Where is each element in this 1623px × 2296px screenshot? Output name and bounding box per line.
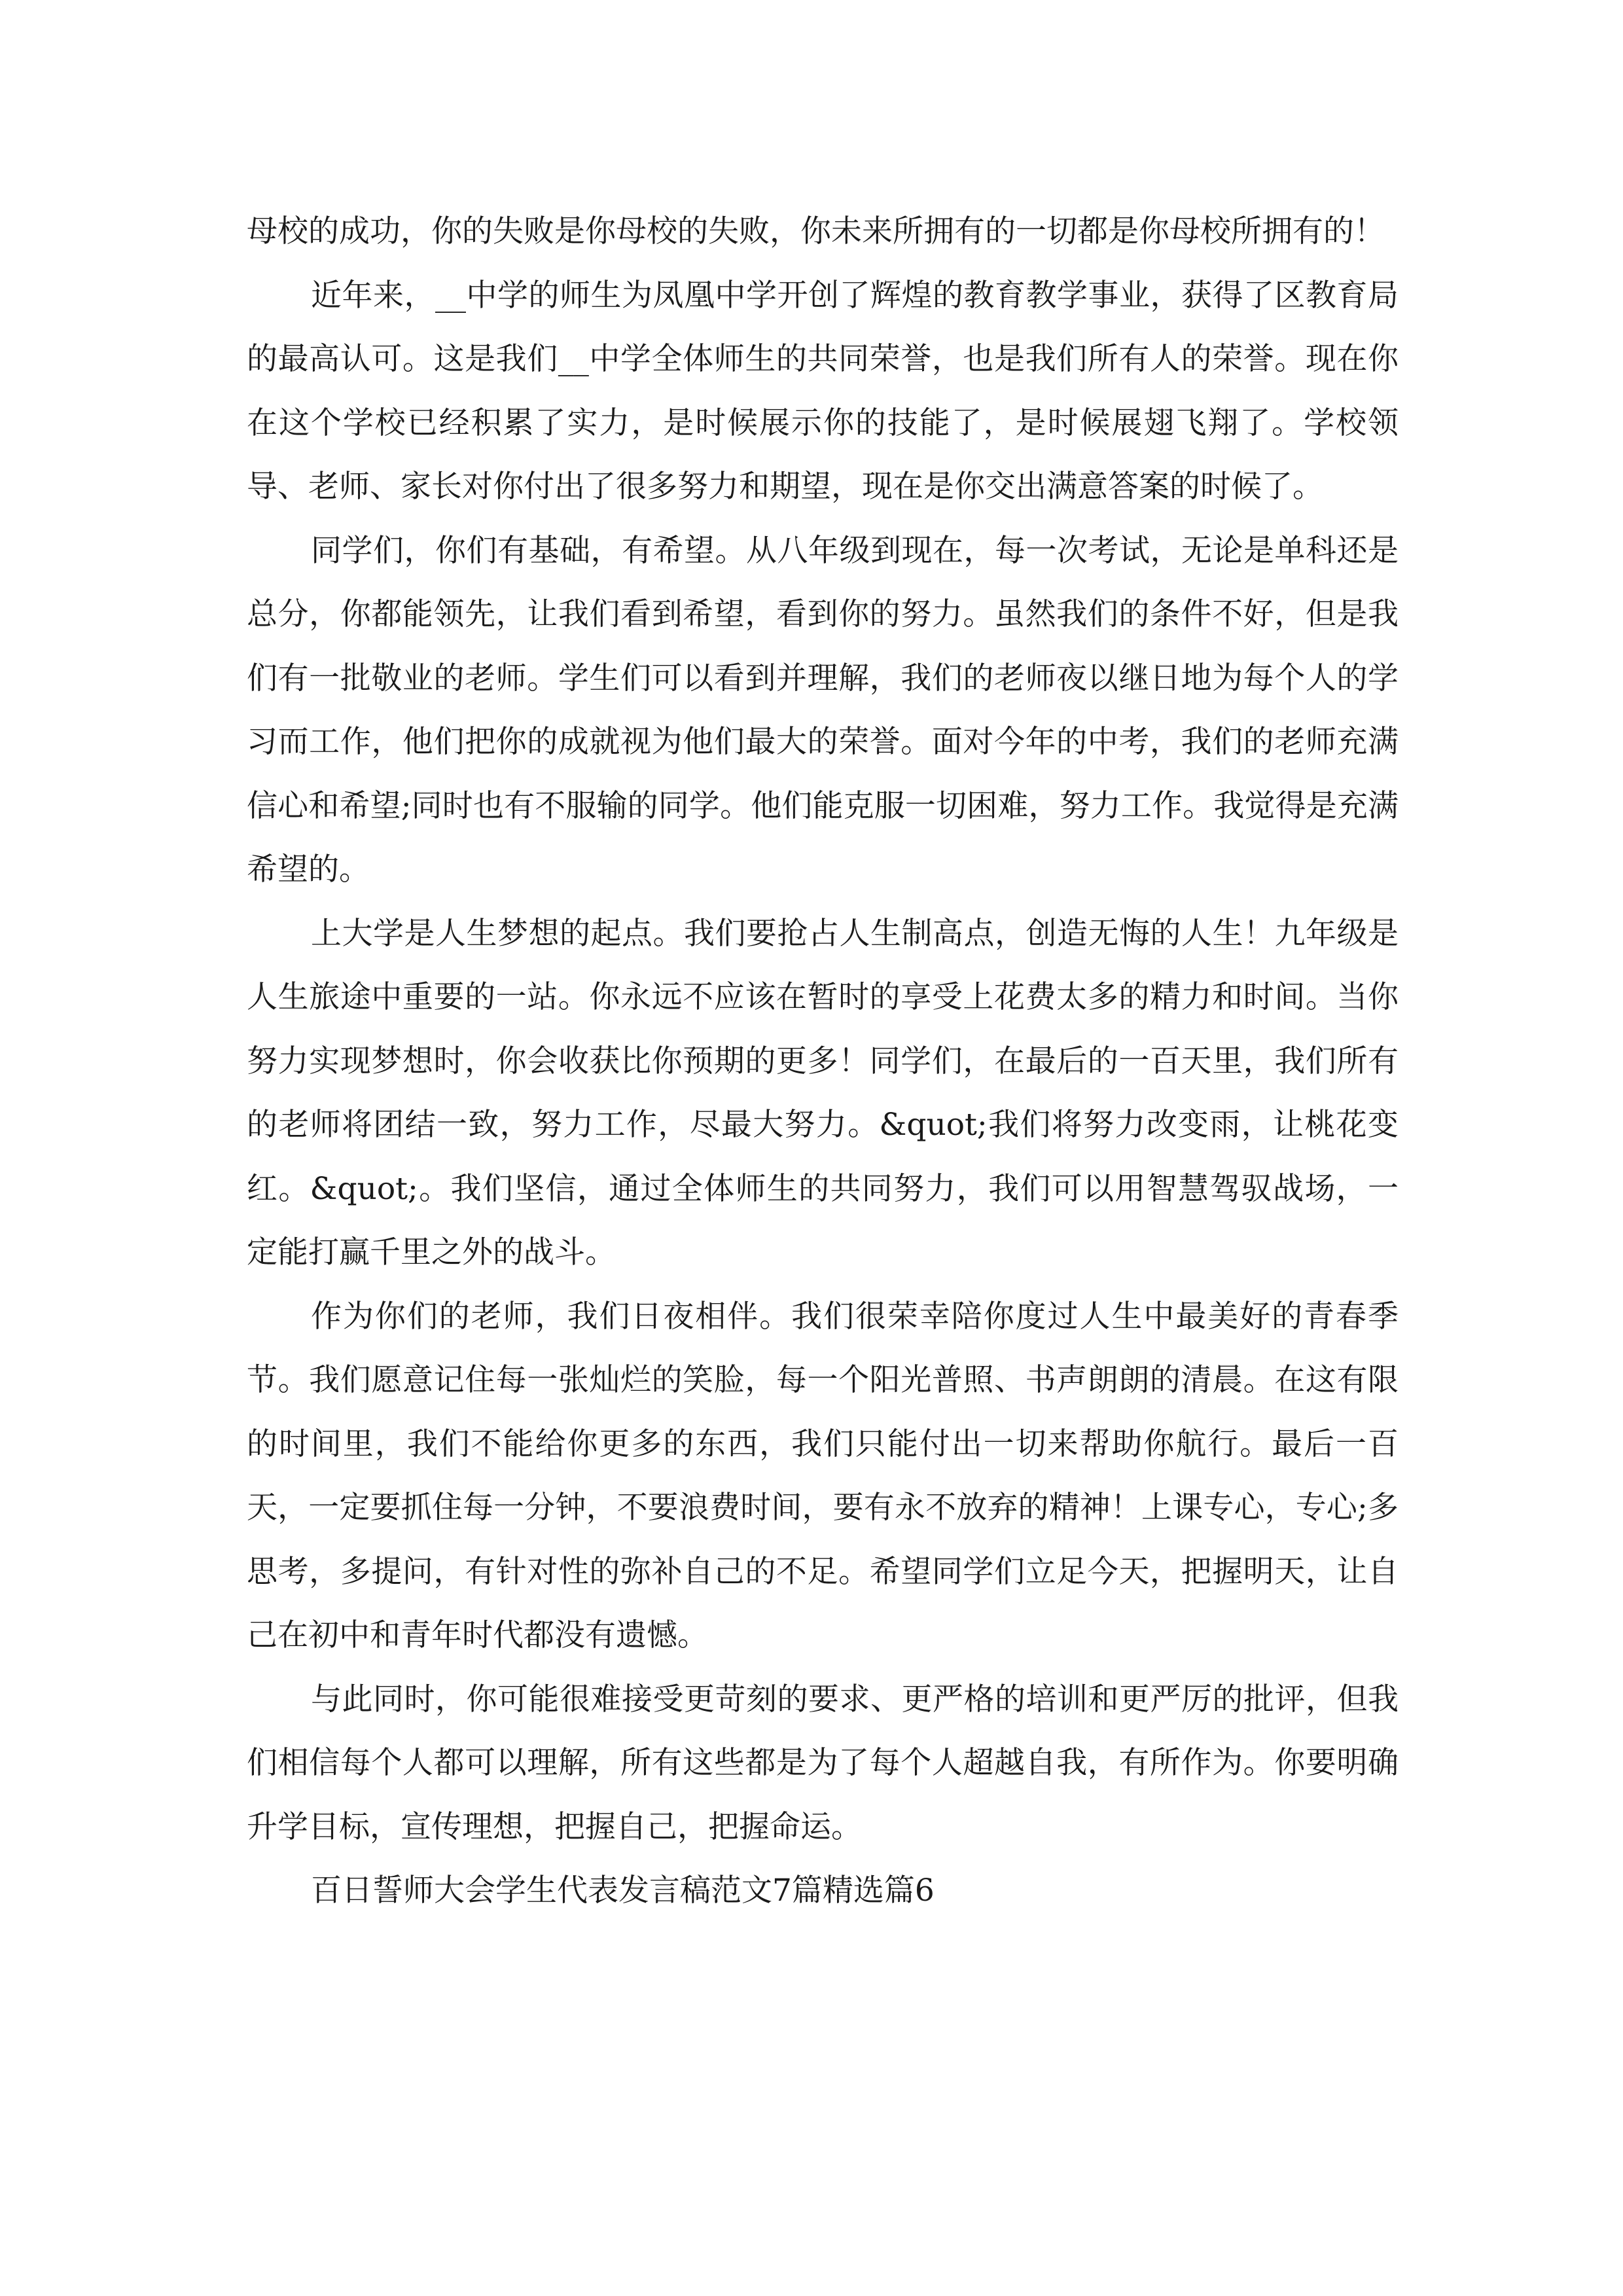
section-heading: 百日誓师大会学生代表发言稿范文7篇精选篇6 <box>311 1873 935 1909</box>
paragraph-continuation: 母校的成功，你的失败是你母校的失败，你未来所拥有的一切都是你母校所拥有的！ <box>247 213 1385 249</box>
paragraph-dream: 上大学是人生梦想的起点。我们要抢占人生制高点，创造无悔的人生！九年级是人生旅途中重要的一站。你永远不应该在暂时的享受上花费太多的精力和时间。当你努力实现梦想时，你会收获比你预期的更多！同学们，在最后的一百天里，我们所有的老师将团结一致，努力工作，尽最大努力。&quot;我们将努力改变雨，让桃花变红。&quot;。我们坚信，通过全体师生的共同努力，我们可以用智慧驾驭战场，一定能打赢千里之外的战斗。 <box>247 915 1399 1270</box>
paragraph-achievement: 近年来，__中学的师生为凤凰中学开创了辉煌的教育教学事业，获得了区教育局的最高认可。这是我们__中学全体师生的共同荣誉，也是我们所有人的荣誉。现在你在这个学校已经积累了实力，是时候展示你的技能了，是时候展翅飞翔了。学校领导、老师、家长对你付出了很多努力和期望，现在是你交出满意答案的时候了。 <box>247 277 1399 505</box>
paragraph-demands: 与此同时，你可能很难接受更苛刻的要求、更严格的培训和更严厉的批评，但我们相信每个人都可以理解，所有这些都是为了每个人超越自我，有所作为。你要明确升学目标，宣传理想，把握自己，把握命运。 <box>247 1681 1399 1845</box>
paragraph-teachers: 作为你们的老师，我们日夜相伴。我们很荣幸陪你度过人生中最美好的青春季节。我们愿意记住每一张灿烂的笑脸，每一个阳光普照、书声朗朗的清晨。在这有限的时间里，我们不能给你更多的东西，我们只能付出一切来帮助你航行。最后一百天，一定要抓住每一分钟，不要浪费时间，要有永不放弃的精神！上课专心，专心;多思考，多提问，有针对性的弥补自己的不足。希望同学们立足今天，把握明天，让自己在初中和青年时代都没有遗憾。 <box>247 1298 1399 1653</box>
document-body <box>247 200 1399 1923</box>
paragraph-students-hope: 同学们，你们有基础，有希望。从八年级到现在，每一次考试，无论是单科还是总分，你都能领先，让我们看到希望，看到你的努力。虽然我们的条件不好，但是我们有一批敬业的老师。学生们可以看到并理解，我们的老师夜以继日地为每个人的学习而工作，他们把你的成就视为他们最大的荣誉。面对今年的中考，我们的老师充满信心和希望;同时也有不服输的同学。他们能克服一切困难，努力工作。我觉得是充满希望的。 <box>247 532 1399 888</box>
